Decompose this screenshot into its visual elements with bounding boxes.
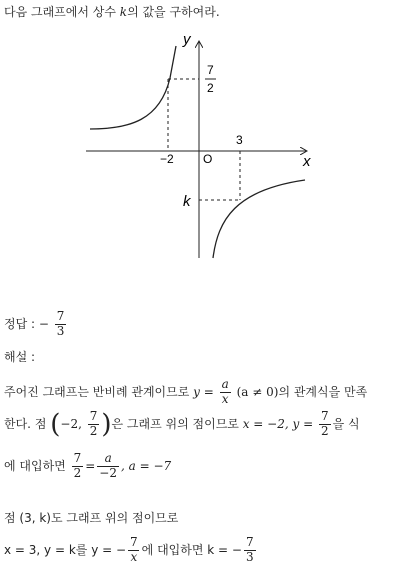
solution-line-4: [4, 512, 178, 524]
problem-var-k: k: [119, 5, 128, 19]
solution-l4-text: 점 (3, k)도 그래프 위의 점이므로: [4, 511, 179, 525]
answer-sign: −: [38, 316, 49, 331]
solution-line-2: [4, 410, 360, 439]
y-tick-frac-num: 7: [207, 63, 214, 77]
solution-l1-text: 주어진 그래프는 반비례 관계이므로: [4, 384, 194, 399]
solution-l3-frac2-num: a: [104, 451, 112, 465]
solution-l2-fraction-2: [319, 410, 331, 439]
solution-l2-text-end: 을 식: [332, 416, 360, 431]
solution-l2-frac-num: 7: [89, 409, 98, 423]
solution-l5-fraction-2: [244, 536, 256, 565]
solution-l3-result: , a = −7: [121, 458, 172, 473]
solution-l2-frac-den: 2: [89, 423, 98, 438]
inverse-proportion-graph: [0, 30, 400, 270]
solution-l3-frac2-den: −2: [99, 465, 117, 480]
solution-l3-text: 에 대입하면: [4, 458, 70, 473]
solution-l3-equals: =: [85, 458, 96, 473]
solution-l5-text: x = 3, y = k를 y = −: [4, 542, 127, 557]
problem-text-end: 의 값을 구하여라.: [127, 5, 220, 19]
solution-l3-fraction-1: [72, 452, 84, 481]
y-tick-k: k: [183, 193, 191, 210]
problem-text-start: 다음 그래프에서 상수: [4, 5, 120, 19]
answer-fraction: [55, 310, 67, 339]
solution-label-text: 해설 :: [4, 350, 36, 364]
solution-l2-frac2-den: 2: [320, 423, 329, 438]
x-axis-label: x: [303, 153, 311, 170]
solution-l5-text-mid: 에 대입하면 k = −: [141, 542, 242, 557]
solution-l2-frac2-num: 7: [320, 409, 329, 423]
solution-l1-y: y: [193, 384, 200, 399]
solution-l3-frac1-num: 7: [73, 451, 82, 465]
solution-l1-equals: =: [199, 384, 218, 399]
solution-l5-frac1-num: 7: [130, 535, 138, 549]
solution-l1-frac-num: a: [221, 377, 229, 391]
curve-branch-upper-left: [90, 46, 176, 129]
solution-l2-fraction: [88, 410, 100, 439]
answer-line: [4, 310, 68, 339]
solution-l1-fraction: [220, 378, 231, 407]
right-paren-icon: ): [101, 409, 112, 440]
solution-l2-text-mid: 은 그래프 위의 점이므로: [111, 416, 243, 431]
answer-numerator: 7: [56, 309, 65, 323]
solution-line-1: [4, 378, 367, 407]
solution-line-5: [4, 536, 258, 565]
y-axis-label: y: [183, 31, 191, 48]
solution-l2-text: 한다. 점: [4, 416, 51, 431]
solution-line-3: [4, 452, 171, 481]
y-tick-frac-den: 2: [207, 81, 214, 95]
curve-branch-lower-right: [213, 180, 305, 258]
solution-l5-frac2-num: 7: [245, 535, 254, 549]
solution-l5-fraction-1: [128, 536, 140, 565]
solution-l1-frac-den: x: [221, 391, 229, 406]
solution-l5-frac1-den: x: [130, 549, 138, 564]
solution-label: [4, 351, 35, 363]
problem-statement: [4, 6, 220, 18]
solution-l1-text-end: 의 관계식을 만족: [278, 384, 368, 399]
x-tick-3: 3: [236, 133, 243, 147]
solution-l3-frac1-den: 2: [73, 465, 82, 480]
answer-label: 정답 :: [4, 316, 39, 331]
origin-label: O: [203, 152, 213, 166]
x-tick-neg2: −2: [160, 152, 174, 166]
left-paren-icon: (: [50, 409, 61, 440]
solution-l1-condition: (a ≠ 0): [236, 384, 279, 399]
solution-l3-fraction-2: [97, 452, 119, 481]
solution-l5-frac2-den: 3: [245, 549, 254, 564]
answer-denominator: 3: [56, 323, 65, 338]
solution-l2-values: x = −2, y =: [242, 416, 317, 431]
solution-l2-point-x: −2,: [60, 416, 86, 431]
